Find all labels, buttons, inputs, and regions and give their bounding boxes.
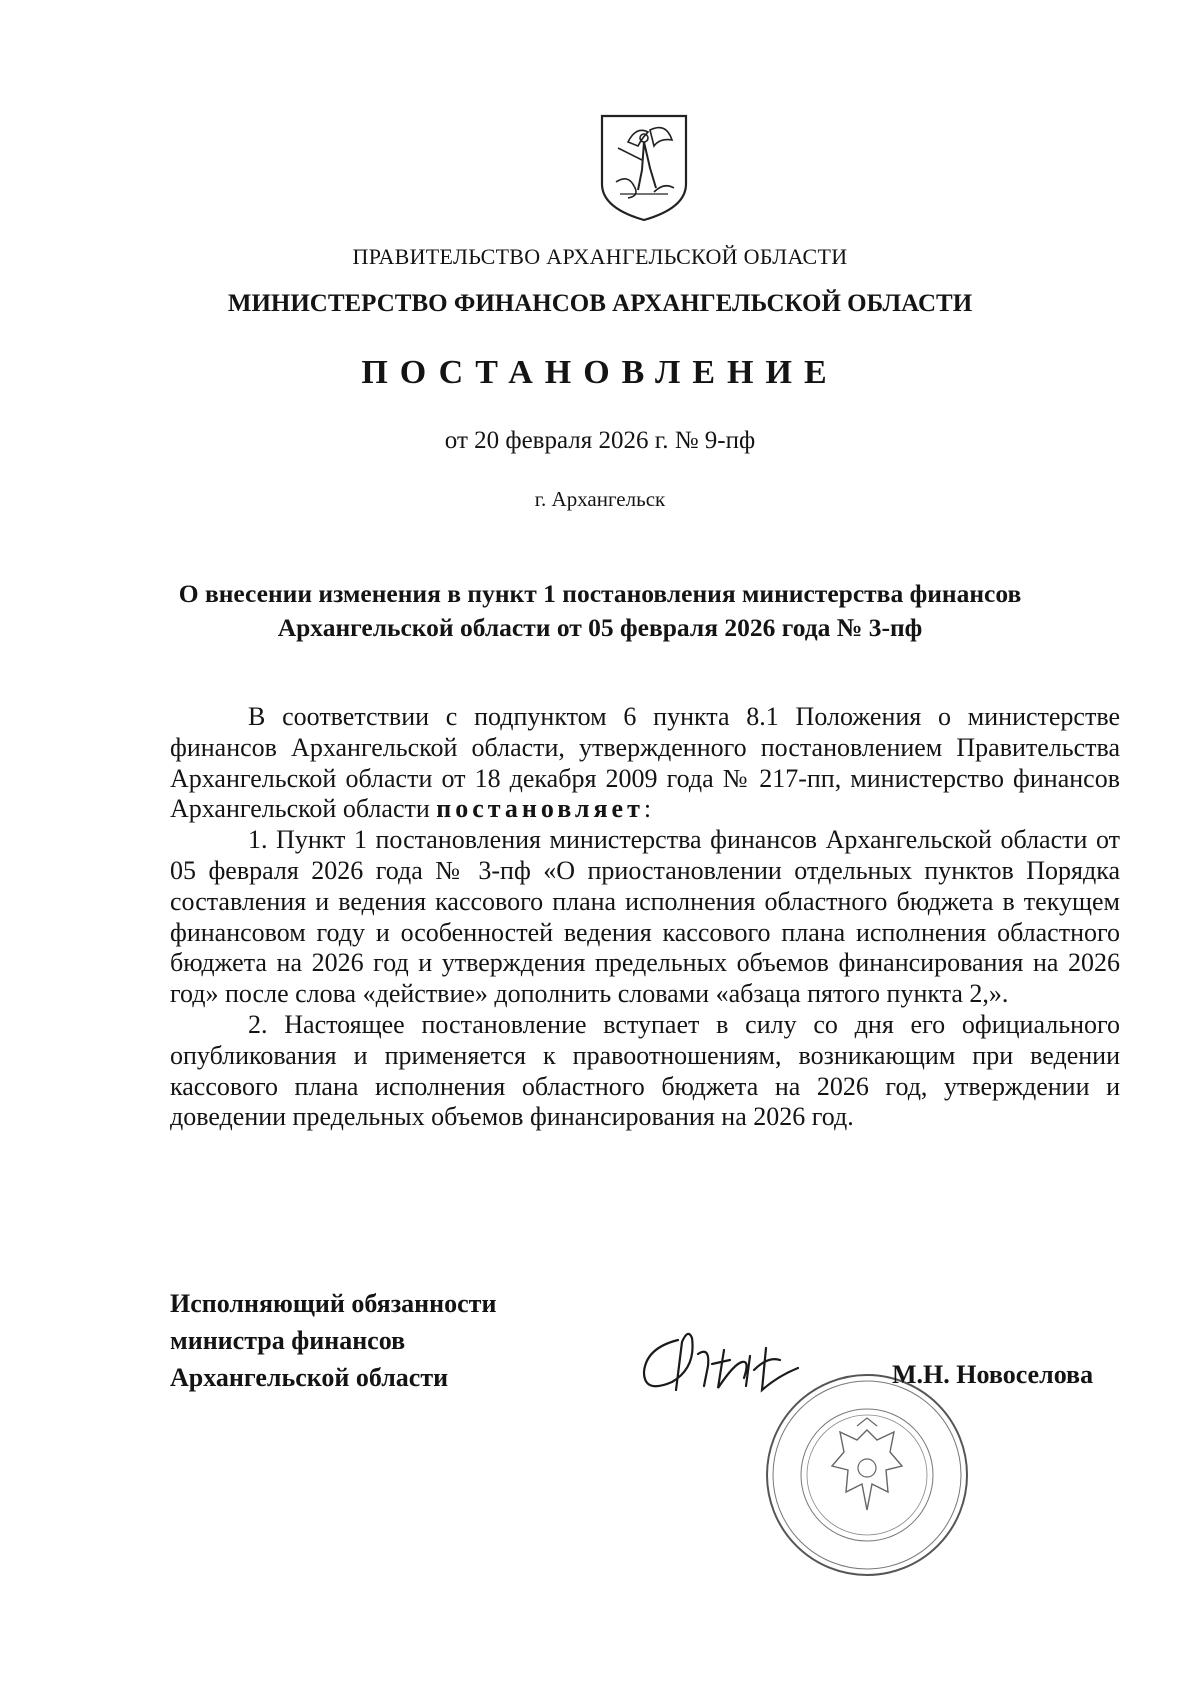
signatory-role-line-1: Исполняющий обязанности [170, 1289, 497, 1318]
item-2-paragraph: 2. Настоящее постановление вступает в силу со дня его официального опубликования и применяется к правоотношениям, возникающим при ведении кассового плана исполнения областного бюджета на 2026 год, утверждении и доведении предельных объемов финансирования на 2026 год. [170, 1009, 1120, 1132]
government-name: ПРАВИТЕЛЬСТВО АРХАНГЕЛЬСКОЙ ОБЛАСТИ [352, 244, 848, 269]
signatory-role-line-2: министра финансов [170, 1326, 406, 1355]
signatory-name: М.Н. Новоселова [892, 1360, 1094, 1389]
document-city: г. Архангельск [534, 487, 666, 511]
handwritten-signature [638, 1320, 828, 1410]
document-body [170, 702, 1120, 1133]
ministry-name: МИНИСТЕРСТВО ФИНАНСОВ АРХАНГЕЛЬСКОЙ ОБЛАСТИ [227, 290, 973, 317]
signatory-role-line-3: Архангельской области [170, 1363, 449, 1392]
signatory-role [170, 1285, 496, 1396]
preamble-paragraph [170, 702, 1120, 825]
document-type: ПОСТАНОВЛЕНИЕ [361, 354, 839, 391]
document-title [0, 577, 1200, 645]
item-1-paragraph: 1. Пункт 1 постановления министерства финансов Архангельской области от 05 февраля 2026 года № 3-пф «О приостановлении отдельных пунктов Порядка составления и ведения кассового плана исполнения областного бюджета в текущем финансовом году и особенностей ведения кассового плана исполнения областного бюджета на 2026 год и утверждения предельных объемов финансирования на 2026 год» после слова «действие» дополнить словами «абзаца пятого пункта 2,». [170, 825, 1120, 1009]
coat-of-arms-emblem [598, 112, 690, 224]
preamble-text: В соответствии с подпунктом 6 пункта 8.1 Положения о министерстве финансов Архангельской области, утвержденного постановлением Правительства Архангельской области от 18 декабря 2009 года № 217-пп, министерство финансов Архангельской области [170, 702, 1120, 824]
title-line-2: Архангельской области от 05 февраля 2026 года № 3-пф [277, 613, 923, 642]
decree-colon: : [643, 794, 652, 824]
decree-word: постановляет [436, 794, 644, 824]
title-line-1: О внесении изменения в пункт 1 постановления министерства финансов [178, 579, 1022, 608]
document-date-number: от 20 февраля 2026 г. № 9-пф [444, 427, 756, 454]
